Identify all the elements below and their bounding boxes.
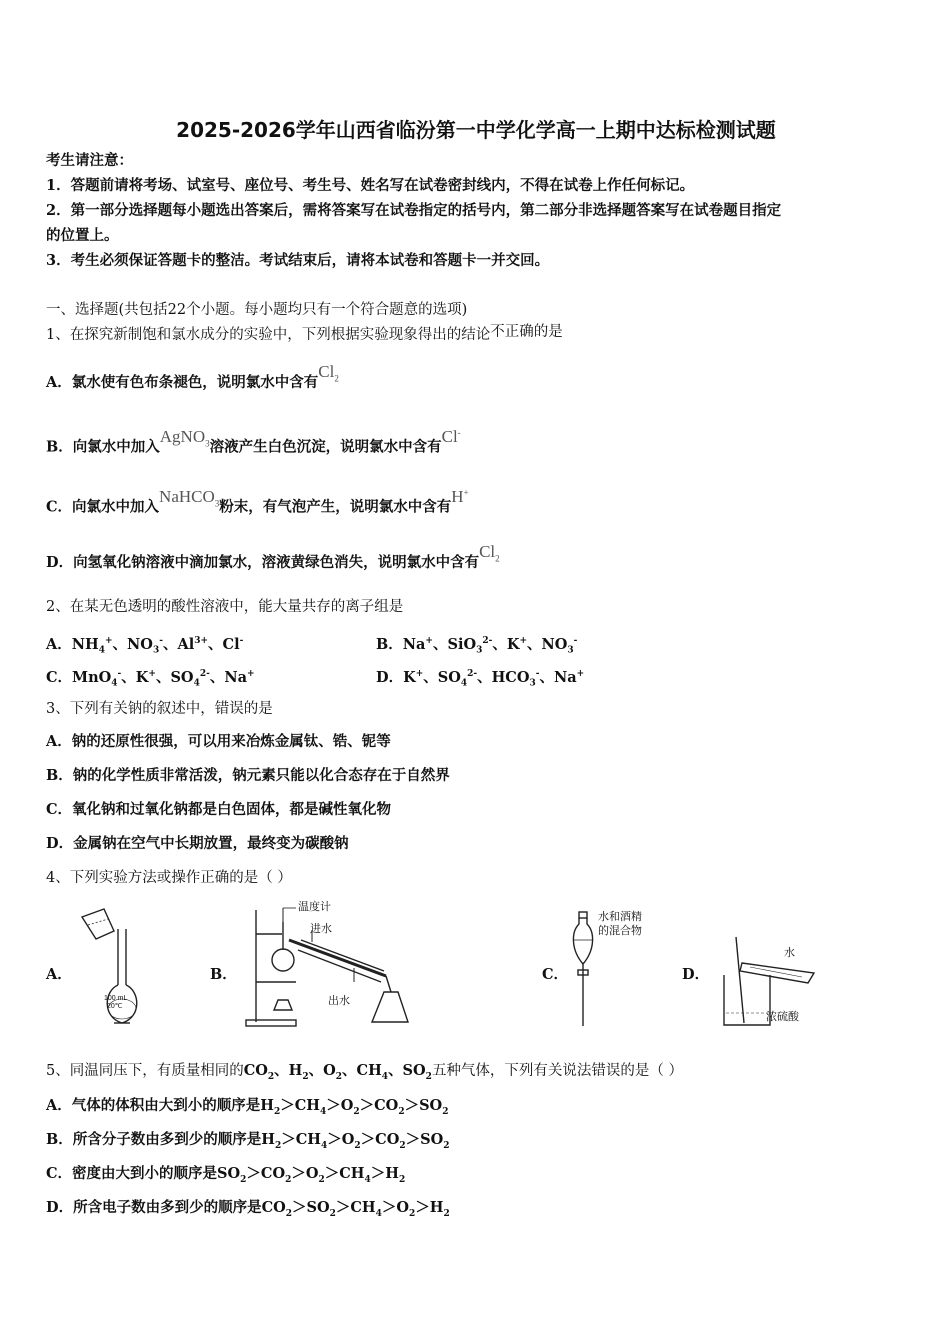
mixture-label: 水和酒精 的混合物 [598,910,642,937]
q2-option-b: B．Na+、SiO$_3^{2-}$、K+、$NO_3^-$ [376,635,578,656]
question-1-stem: 1、在探究新制饱和氯水成分的实验中，下列根据实验现象得出的结论不正确的是 [46,324,563,343]
thermometer-label: 温度计 [298,900,331,913]
question-3-stem: 3、下列有关钠的叙述中，错误的是 [46,701,273,717]
q3-option-a: A．钠的还原性很强，可以用来冶炼金属钛、锆、铌等 [46,733,391,750]
q3-option-c: C．氧化钠和过氧化钠都是白色固体，都是碱性氧化物 [46,801,392,818]
q5-option-b: B．所含分子数由多到少的顺序是$H_2>CH_4>O_2>CO_2>SO_2$ [46,1131,450,1151]
question-2-stem: 2、在某无色透明的酸性溶液中，能大量共存的离子组是 [46,599,404,615]
q2-option-c: C．MnO$_4$-、K+、$SO_4^{2-}$、Na+ [46,668,255,689]
q5-option-a: A．气体的体积由大到小的顺序是$H_2>CH_4>O_2>CO_2>SO_2$ [46,1097,449,1117]
q4-option-b-label: B． [210,966,237,983]
q2-option-a: A．$NH_4^+$、$NO_3^-$、$Al^{3+}$、Cl- [46,635,244,656]
notice-item: 2．第一部分选择题每小题选出答案后，需将答案写在试卷指定的括号内，第二部分非选择题答案写在试卷题目指定 [46,202,782,219]
acid-label: 浓硫酸 [766,1010,799,1023]
q5-option-c: C．密度由大到小的顺序是$SO_2>CO_2>O_2>CH_4>H_2$ [46,1165,406,1185]
q3-option-d: D．金属钠在空气中长期放置，最终变为碳酸钠 [46,835,349,852]
q1-option-a: A．氯水使有色布条褪色，说明氯水中含有$Cl_2$ [46,362,339,391]
question-5-stem: 5、同温同压下，有质量相同的$CO_2$、$H_2$、$O_2$、$CH_4$、$SO_2$五种气体，下列有关说法错误的是（ ） [46,1062,684,1082]
notice-heading: 考生请注意： [46,152,133,169]
volumetric-flask-figure [74,905,164,1030]
q4-option-d-label: D． [682,966,710,983]
q2-option-d: D．K+、$SO_4^{2-}$、$HCO_3^-$、Na+ [376,668,585,689]
section-heading: 一、选择题(共包括22个小题。每小题均只有一个符合题意的选项) [46,302,468,318]
q3-option-b: B．钠的化学性质非常活泼，钠元素只能以化合态存在于自然界 [46,767,450,784]
page-title: 2025-2026学年山西省临汾第一中学化学高一上期中达标检测试题 [176,118,776,142]
q4-option-c-label: C． [542,966,569,983]
water-label: 水 [784,946,795,959]
q4-option-a-label: A． [46,966,72,983]
notice-item: 1．答题前请将考场、试室号、座位号、考生号、姓名写在试卷密封线内，不得在试卷上作任何标记。 [46,177,695,194]
q1-option-b: B．向氯水中加入AgNO$_3$溶液产生白色沉淀，说明氯水中含有Cl- [46,426,461,456]
water-in-label: 进水 [310,922,332,935]
flask-label: 100 mL 20℃ [104,995,128,1010]
q1-option-c: C．向氯水中加入NaHCO$_3$粉末，有气泡产生，说明氯水中含有H+ [46,486,469,516]
q5-option-d: D．所含电子数由多到少的顺序是$CO_2>SO_2>CH_4>O_2>H_2$ [46,1199,450,1219]
separatory-funnel-figure [568,910,598,1030]
question-4-stem: 4、下列实验方法或操作正确的是（ ） [46,870,292,886]
q1-option-d: D．向氢氧化钠溶液中滴加氯水，溶液黄绿色消失，说明氯水中含有$Cl_2$ [46,542,500,571]
notice-item: 的位置上。 [46,227,119,244]
water-out-label: 出水 [328,994,350,1007]
notice-item: 3．考生必须保证答题卡的整洁。考试结束后，请将本试卷和答题卡一并交回。 [46,252,550,269]
